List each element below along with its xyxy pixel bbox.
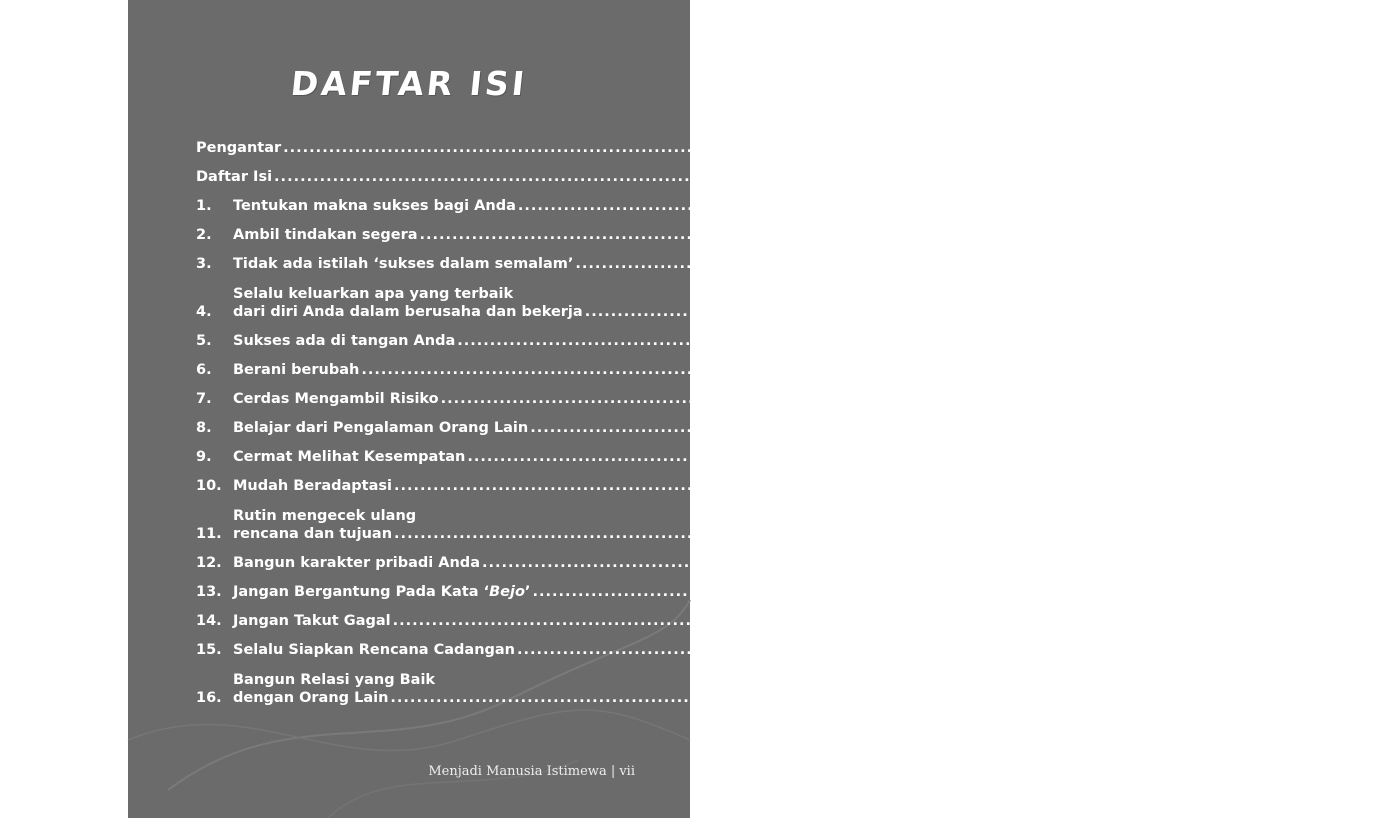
toc-item-label: Selalu Siapkan Rencana Cadangan xyxy=(233,642,516,658)
toc-chapter-number: 9. xyxy=(196,449,212,465)
toc-front-item xyxy=(196,128,868,157)
toc-page-number: 3 xyxy=(1202,227,1213,243)
toc-page-number: 24 xyxy=(1177,526,1198,542)
book-page xyxy=(128,0,1378,818)
toc-chapter-number: 14. xyxy=(196,613,222,629)
toc-page-number: 5 xyxy=(1358,256,1369,272)
toc-page-number: v xyxy=(857,140,868,156)
toc-item-label: Cermat Melihat Kesempatan xyxy=(233,449,466,465)
toc-leader-dots: ........................................................................................................................ xyxy=(530,420,1312,436)
toc-chapter-item xyxy=(196,186,1311,215)
toc-leader-dots: ........................................................................................................................ xyxy=(419,227,1201,243)
toc-leader-dots: ........................................................................................................................ xyxy=(393,478,1175,494)
toc-chapter-list xyxy=(196,186,1378,707)
toc-chapter-number: 13. xyxy=(196,584,222,600)
toc-item-label: Pengantar xyxy=(196,140,282,156)
toc-chapter-item xyxy=(196,659,1194,707)
toc-leader-dots: ........................................................................................................................ xyxy=(394,526,1176,542)
toc-leader-dots: ........................................................................................................................ xyxy=(361,362,1143,378)
toc-chapter-number: 15. xyxy=(196,642,222,658)
toc-page-number: vii xyxy=(848,169,869,185)
toc-chapter-number: 11. xyxy=(196,526,222,542)
toc-leader-dots: ........................................................................................................................ xyxy=(575,256,1357,272)
toc-page-number: 16 xyxy=(1313,420,1334,436)
toc-page-number: 9 xyxy=(1240,333,1251,349)
toc-item-label: rencana dan tujuan xyxy=(233,526,393,542)
toc-chapter-item xyxy=(196,321,1251,350)
toc-chapter-number: 6. xyxy=(196,362,212,378)
toc-leader-dots: ........................................................................................................................ xyxy=(584,304,1366,320)
toc-item-label: Belajar dari Pengalaman Orang Lain xyxy=(233,420,529,436)
toc-item-label: Tidak ada istilah ‘sukses dalam semalam’ xyxy=(233,256,574,272)
toc-chapter-number: 3. xyxy=(196,256,212,272)
toc-chapter-number: 7. xyxy=(196,391,212,407)
toc-chapter-item xyxy=(196,466,1198,495)
toc-chapter-item xyxy=(196,408,1334,437)
toc-item-label: Tentukan makna sukses bagi Anda xyxy=(233,198,516,214)
toc-leader-dots: ........................................................................................ xyxy=(283,140,856,156)
toc-chapter-number: 8. xyxy=(196,420,212,436)
toc-page-number: 36 xyxy=(1173,690,1194,706)
toc-item-label: Mudah Beradaptasi xyxy=(233,478,392,494)
toc-item-label: Bangun karakter pribadi Anda xyxy=(233,555,480,571)
toc-page-number: 14 xyxy=(1223,391,1244,407)
toc-page-number: 28 xyxy=(1315,584,1336,600)
toc-chapter-item xyxy=(196,543,1286,572)
toc-page-number: 26 xyxy=(1264,555,1286,571)
toc-leader-dots: ........................................................................................................................ xyxy=(532,584,1314,600)
toc-chapter-item xyxy=(196,244,1369,273)
table-of-contents xyxy=(196,128,1378,707)
toc-page-number: 11 xyxy=(1144,362,1165,378)
toc-item-label: Daftar Isi xyxy=(196,169,273,185)
toc-chapter-number: 12. xyxy=(196,555,222,571)
toc-chapter-item xyxy=(196,350,1165,379)
toc-chapter-number: 16. xyxy=(196,690,222,706)
toc-item-label: Jangan Takut Gagal xyxy=(233,613,391,629)
toc-leader-dots: ........................................................................................................................ xyxy=(467,449,1249,465)
toc-leader-dots: ........................................................................................................................ xyxy=(481,555,1263,571)
page-title: DAFTAR ISI xyxy=(288,64,530,103)
toc-page-number: 7 xyxy=(1367,304,1378,320)
toc-item-label: Cerdas Mengambil Risiko xyxy=(233,391,439,407)
toc-item-label: Selalu keluarkan apa yang terbaik xyxy=(233,286,514,302)
toc-item-label: Sukses ada di tangan Anda xyxy=(233,333,456,349)
toc-page-number: 1 xyxy=(1300,198,1311,214)
toc-item-label: Rutin mengecek ulang xyxy=(233,508,417,524)
toc-page-number: 21 xyxy=(1176,478,1198,494)
toc-chapter-number: 2. xyxy=(196,227,212,243)
page-footer: Menjadi Manusia Istimewa | vii xyxy=(428,764,635,779)
toc-page-number: 33 xyxy=(1300,642,1321,658)
toc-chapter-number: 1. xyxy=(196,198,212,214)
toc-leader-dots: ........................................................................................................................ xyxy=(457,333,1239,349)
toc-leader-dots: ........................................................................................................................ xyxy=(440,391,1222,407)
toc-item-italic-word: Bejo xyxy=(489,584,525,600)
toc-item-label: Berani berubah xyxy=(233,362,360,378)
toc-item-label: Bangun Relasi yang Baik xyxy=(233,672,436,688)
toc-chapter-item xyxy=(196,215,1213,244)
toc-item-suffix: ’ xyxy=(524,584,531,600)
toc-chapter-item xyxy=(196,572,1336,601)
toc-chapter-number: 10. xyxy=(196,478,222,494)
toc-chapter-item xyxy=(196,601,1196,630)
toc-leader-dots: ........................................................................................................................ xyxy=(517,642,1299,658)
toc-chapter-item xyxy=(196,437,1271,466)
toc-chapter-item xyxy=(196,273,1378,321)
toc-chapter-item xyxy=(196,379,1244,408)
toc-item-label: dengan Orang Lain xyxy=(233,690,389,706)
toc-item-label: dari diri Anda dalam berusaha dan bekerja xyxy=(233,304,583,320)
toc-front-item xyxy=(196,157,869,186)
toc-leader-dots: ........................................................................................................................ xyxy=(392,613,1174,629)
toc-chapter-number: 5. xyxy=(196,333,212,349)
toc-chapter-number: 4. xyxy=(196,304,212,320)
toc-chapter-item xyxy=(196,495,1198,543)
toc-leader-dots: ........................................................................................................................ xyxy=(390,690,1172,706)
toc-item-label: Ambil tindakan segera xyxy=(233,227,418,243)
toc-page-number: 18 xyxy=(1250,449,1271,465)
toc-leader-dots: ........................................................................................................................ xyxy=(517,198,1299,214)
toc-leader-dots: ........................................................................................ xyxy=(274,169,847,185)
toc-page-number: 30 xyxy=(1175,613,1196,629)
toc-chapter-item xyxy=(196,630,1321,659)
toc-item-label: Jangan Bergantung Pada Kata ‘ xyxy=(233,584,490,600)
